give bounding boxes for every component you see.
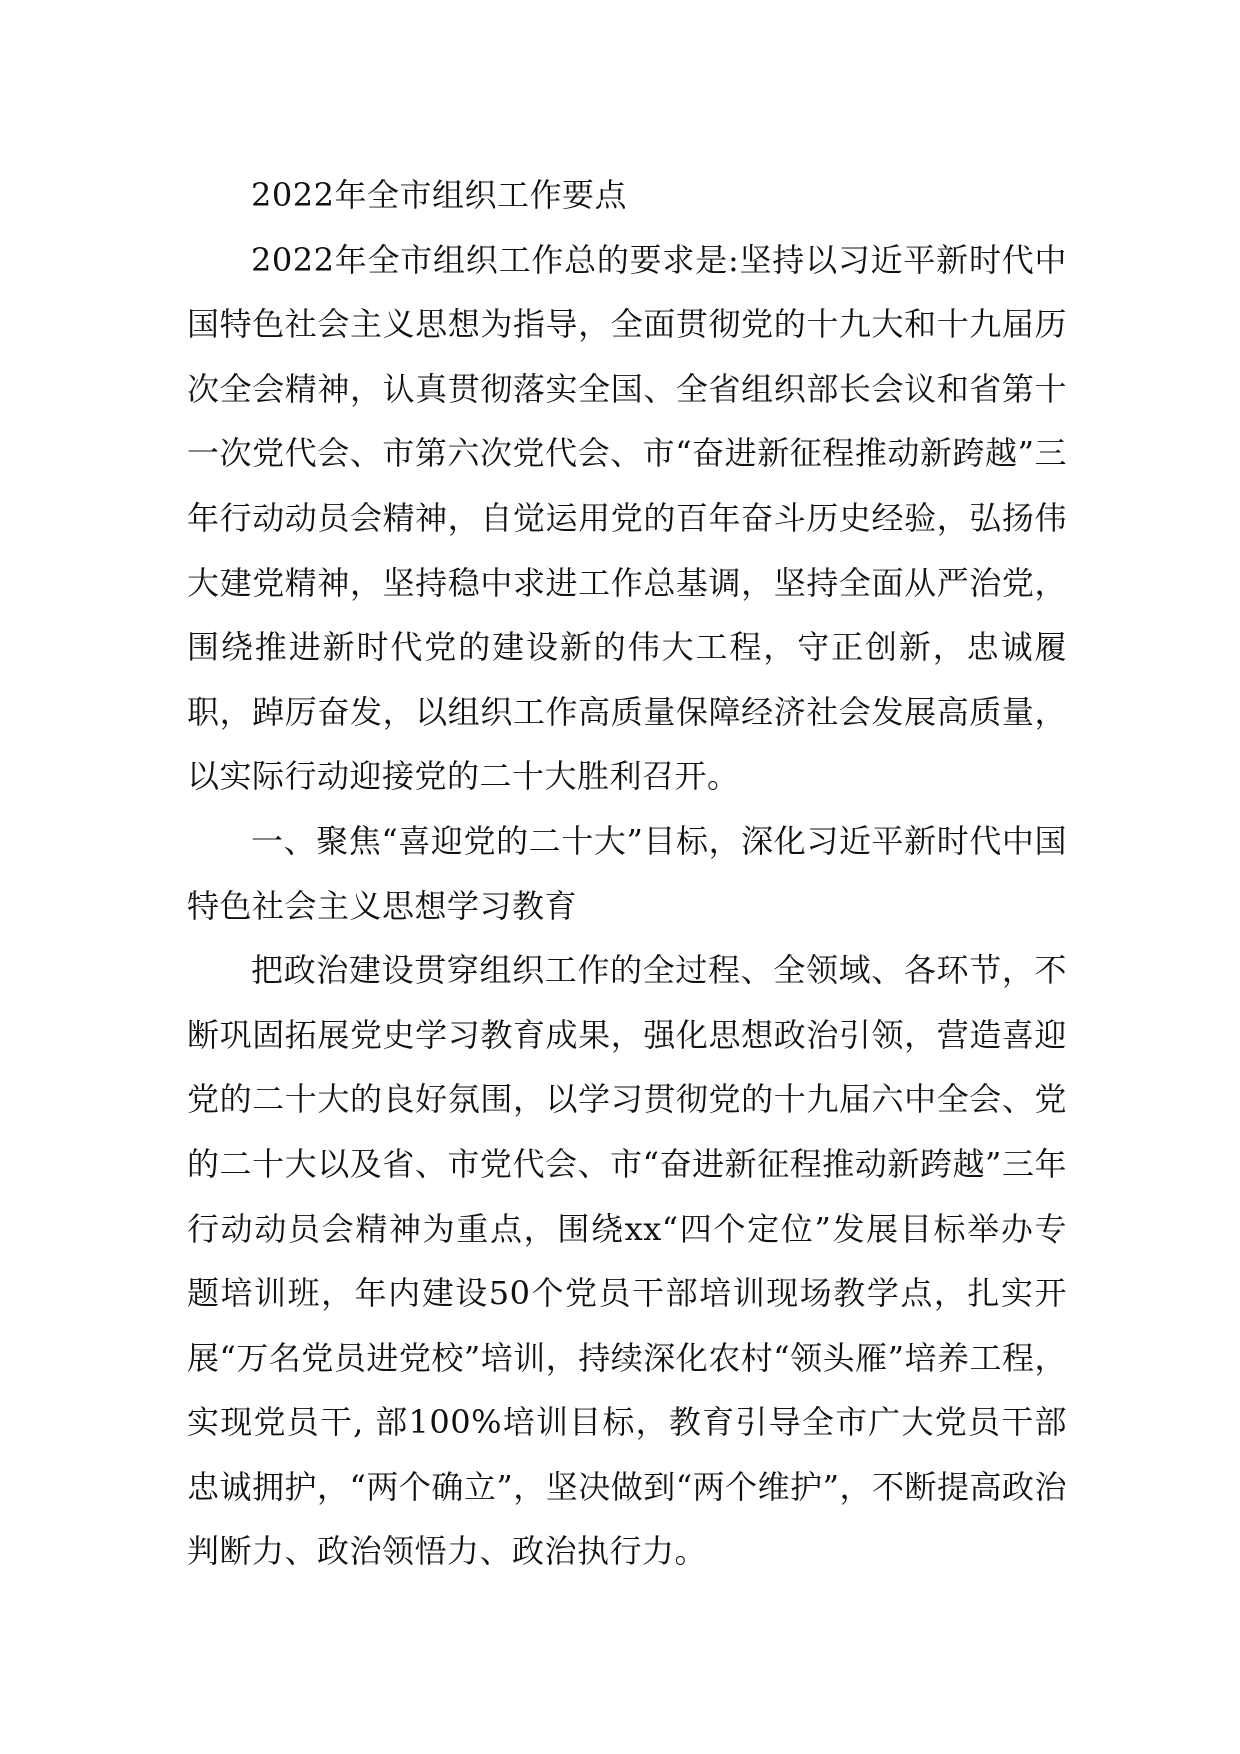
paragraph-political-building: 把政治建设贯穿组织工作的全过程、全领域、各环节，不断巩固拓展党史学习教育成果，强化思想政治引领，营造喜迎党的二十大的良好氛围，以学习贯彻党的十九届六中全会、党的二十大以及省、市党代会、市“奋进新征程推动新跨越”三年行动动员会精神为重点，围绕xx“四个定位”发展目标举办专题培训班，年内建设50个党员干部培训现场教学点，扎实开展“万名党员进党校”培训，持续深化农村“领头雁”培养工程，实现党员干, 部100%培训目标，教育引导全市广大党员干部忠诚拥护，“两个确立”，坚决做到“两个维护”，不断提高政治判断力、政治领悟力、政治执行力。 bbox=[187, 951, 1067, 1571]
document-body bbox=[187, 163, 1067, 1584]
section-heading-1: 一、聚焦“喜迎党的二十大”目标，深化习近平新时代中国特色社会主义思想学习教育 bbox=[187, 821, 1067, 925]
document-title: 2022年全市组织工作要点 bbox=[251, 176, 627, 214]
paragraph-general-requirements: 2022年全市组织工作总的要求是:坚持以习近平新时代中国特色社会主义思想为指导，全面贯彻党的十九大和十九届历次全会精神，认真贯彻落实全国、全省组织部长会议和省第十一次党代会、市第六次党代会、市“奋进新征程推动新跨越”三年行动动员会精神，自觉运用党的百年奋斗历史经验，弘扬伟大建党精神，坚持稳中求进工作总基调，坚持全面从严治党，围绕推进新时代党的建设新的伟大工程，守正创新，忠诚履职，踔厉奋发，以组织工作高质量保障经济社会发展高质量，以实际行动迎接党的二十大胜利召开。 bbox=[187, 240, 1067, 796]
